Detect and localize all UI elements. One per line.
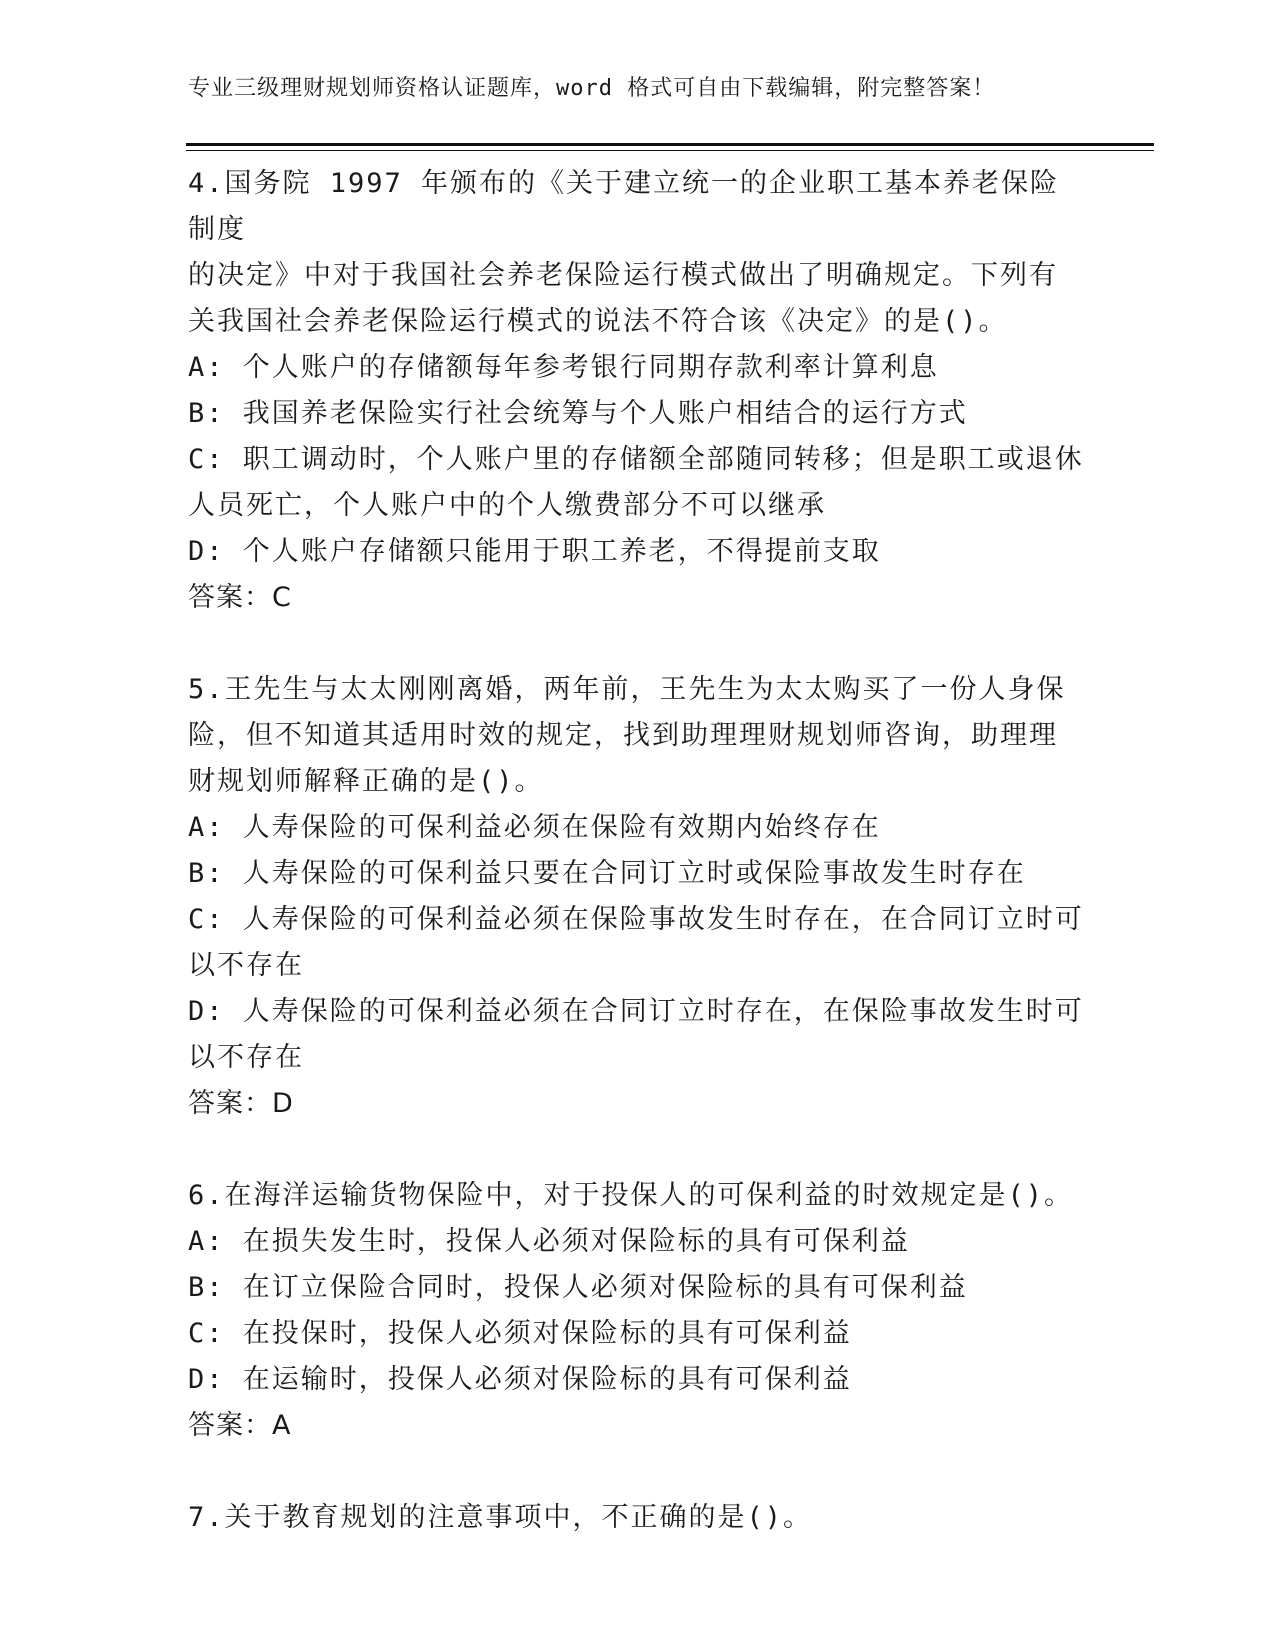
option-line: C: 人寿保险的可保利益必须在保险事故发生时存在，在合同订立时可 (188, 904, 1084, 935)
question-stem-line: 财规划师解释正确的是()。 (188, 766, 544, 797)
answer-line: 答案：A (188, 1410, 292, 1441)
question-stem-line: 4.国务院 1997 年颁布的《关于建立统一的企业职工基本养老保险制度 (188, 168, 1060, 245)
question-stem-line: 险，但不知道其适用时效的规定，找到助理理财规划师咨询，助理理 (188, 720, 1058, 751)
option-line: 以不存在 (188, 1042, 304, 1073)
option-line: B: 人寿保险的可保利益只要在合同订立时或保险事故发生时存在 (188, 858, 1026, 889)
header-divider (186, 143, 1154, 151)
option-line: A: 在损失发生时，投保人必须对保险标的具有可保利益 (188, 1226, 910, 1257)
answer-line: 答案：C (188, 582, 292, 613)
answer-line: 答案：D (188, 1088, 294, 1119)
option-line: 以不存在 (188, 950, 304, 981)
question-7 (188, 1495, 1088, 1541)
question-6 (188, 1173, 1088, 1449)
option-line: B: 我国养老保险实行社会统筹与个人账户相结合的运行方式 (188, 398, 968, 429)
option-line: B: 在订立保险合同时，投保人必须对保险标的具有可保利益 (188, 1272, 968, 1303)
option-line: C: 在投保时，投保人必须对保险标的具有可保利益 (188, 1318, 852, 1349)
question-stem-line: 6.在海洋运输货物保险中，对于投保人的可保利益的时效规定是()。 (188, 1180, 1074, 1211)
question-stem-line: 5.王先生与太太刚刚离婚，两年前，王先生为太太购买了一份人身保 (188, 674, 1066, 705)
question-stem-line: 关我国社会养老保险运行模式的说法不符合该《决定》的是()。 (188, 306, 1008, 337)
option-line: D: 在运输时，投保人必须对保险标的具有可保利益 (188, 1364, 852, 1395)
question-list (188, 161, 1088, 1541)
option-line: 人员死亡，个人账户中的个人缴费部分不可以继承 (188, 490, 826, 521)
question-stem-line: 的决定》中对于我国社会养老保险运行模式做出了明确规定。下列有 (188, 260, 1058, 291)
question-5 (188, 667, 1088, 1127)
option-line: D: 人寿保险的可保利益必须在合同订立时存在，在保险事故发生时可 (188, 996, 1084, 1027)
option-line: C: 职工调动时，个人账户里的存储额全部随同转移；但是职工或退休 (188, 444, 1084, 475)
question-stem-line: 7.关于教育规划的注意事项中，不正确的是()。 (188, 1502, 813, 1533)
page-header: 专业三级理财规划师资格认证题库，word 格式可自由下载编辑，附完整答案！ (188, 76, 996, 101)
option-line: D: 个人账户存储额只能用于职工养老，不得提前支取 (188, 536, 881, 567)
question-4 (188, 161, 1088, 621)
option-line: A: 人寿保险的可保利益必须在保险有效期内始终存在 (188, 812, 881, 843)
option-line: A: 个人账户的存储额每年参考银行同期存款利率计算利息 (188, 352, 939, 383)
